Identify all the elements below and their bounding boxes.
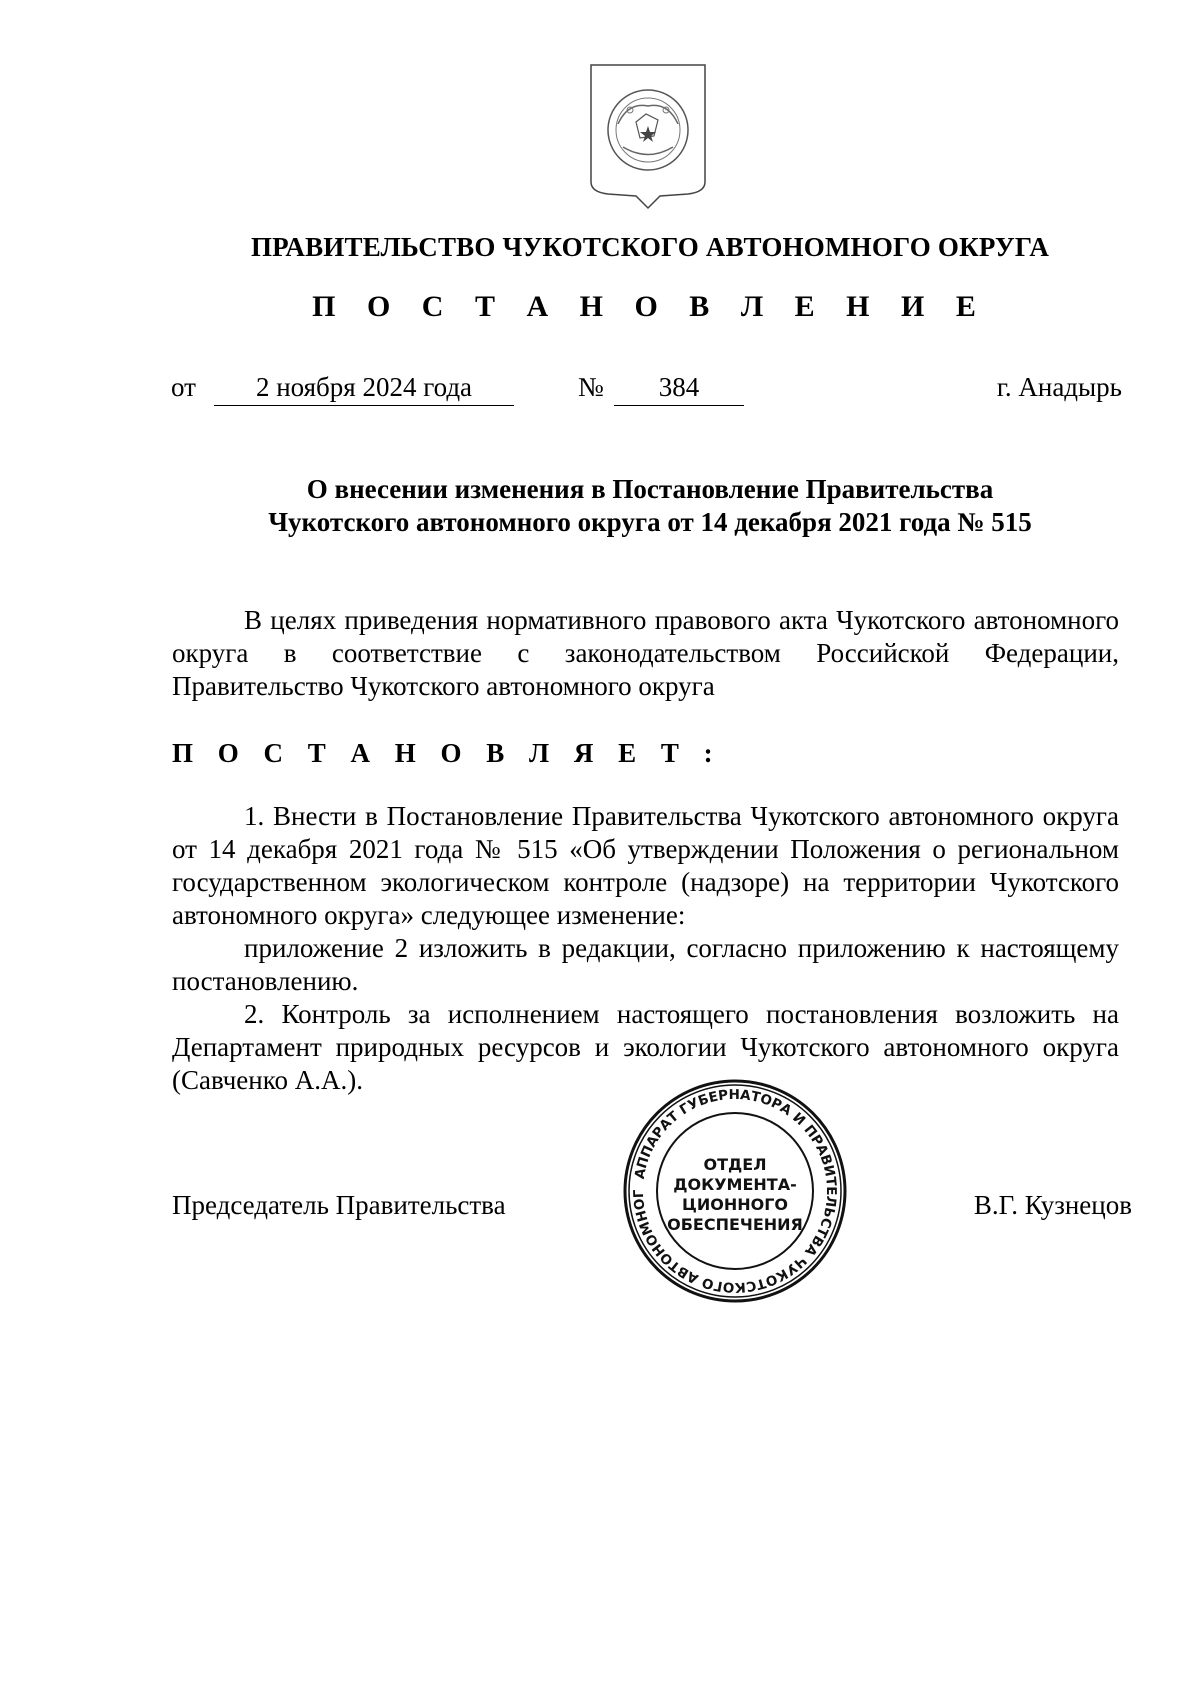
stamp-line-3: ЦИОННОГО bbox=[681, 1195, 789, 1214]
stamp-ring-text: АППАРАТ ГУБЕРНАТОРА И ПРАВИТЕЛЬСТВА ЧУКОТСКОГО АВТОНОМНОГ bbox=[630, 1086, 840, 1296]
decree-word: П О С Т А Н О В Л Я Е Т : bbox=[172, 738, 722, 768]
signatory-name: В.Г. Кузнецов bbox=[973, 1190, 1132, 1220]
date-prefix: от bbox=[171, 372, 196, 402]
document-subject bbox=[180, 473, 1120, 539]
document-date: 2 ноября 2024 года bbox=[214, 372, 514, 406]
document-number: 384 bbox=[614, 372, 744, 406]
item-2-paragraph: 2. Контроль за исполнением настоящего постановления возложить на Департамент природных ресурсов и экологии Чукотского автономного округа (Савченко А.А.). bbox=[172, 999, 1119, 1095]
official-stamp bbox=[620, 1076, 850, 1306]
subject-line-2: Чукотского автономного округа от 14 декабря 2021 года № 515 bbox=[268, 507, 1032, 537]
signatory-title: Председатель Правительства bbox=[172, 1190, 506, 1220]
preamble-paragraph: В целях приведения нормативного правового акта Чукотского автономного округа в соответствие с законодательством Российской Федерации, Правительство Чукотского автономного округа bbox=[172, 605, 1119, 701]
organization-title: ПРАВИТЕЛЬСТВО ЧУКОТСКОГО АВТОНОМНОГО ОКРУГА bbox=[250, 232, 1050, 262]
city: г. Анадырь bbox=[996, 372, 1122, 402]
subject-line-1: О внесении изменения в Постановление Правительства bbox=[306, 474, 994, 504]
item-1-sub-paragraph: приложение 2 изложить в редакции, согласно приложению к настоящему постановлению. bbox=[172, 933, 1119, 996]
stamp-line-4: ОБЕСПЕЧЕНИЯ bbox=[667, 1215, 803, 1234]
stamp-line-2: ДОКУМЕНТА- bbox=[673, 1175, 797, 1194]
stamp-line-1: ОТДЕЛ bbox=[703, 1155, 767, 1174]
coat-of-arms-icon bbox=[588, 62, 708, 212]
number-label: № bbox=[578, 372, 604, 402]
document-type: П О С Т А Н О В Л Е Н И Е bbox=[312, 290, 988, 323]
item-1-paragraph: 1. Внести в Постановление Правительства Чукотского автономного округа от 14 декабря 2021 года № 515 «Об утверждении Положения о региональном государственном экологическом контроле (надзоре) на территории Чукотского автономного округа» следующее изменение: bbox=[172, 801, 1119, 930]
